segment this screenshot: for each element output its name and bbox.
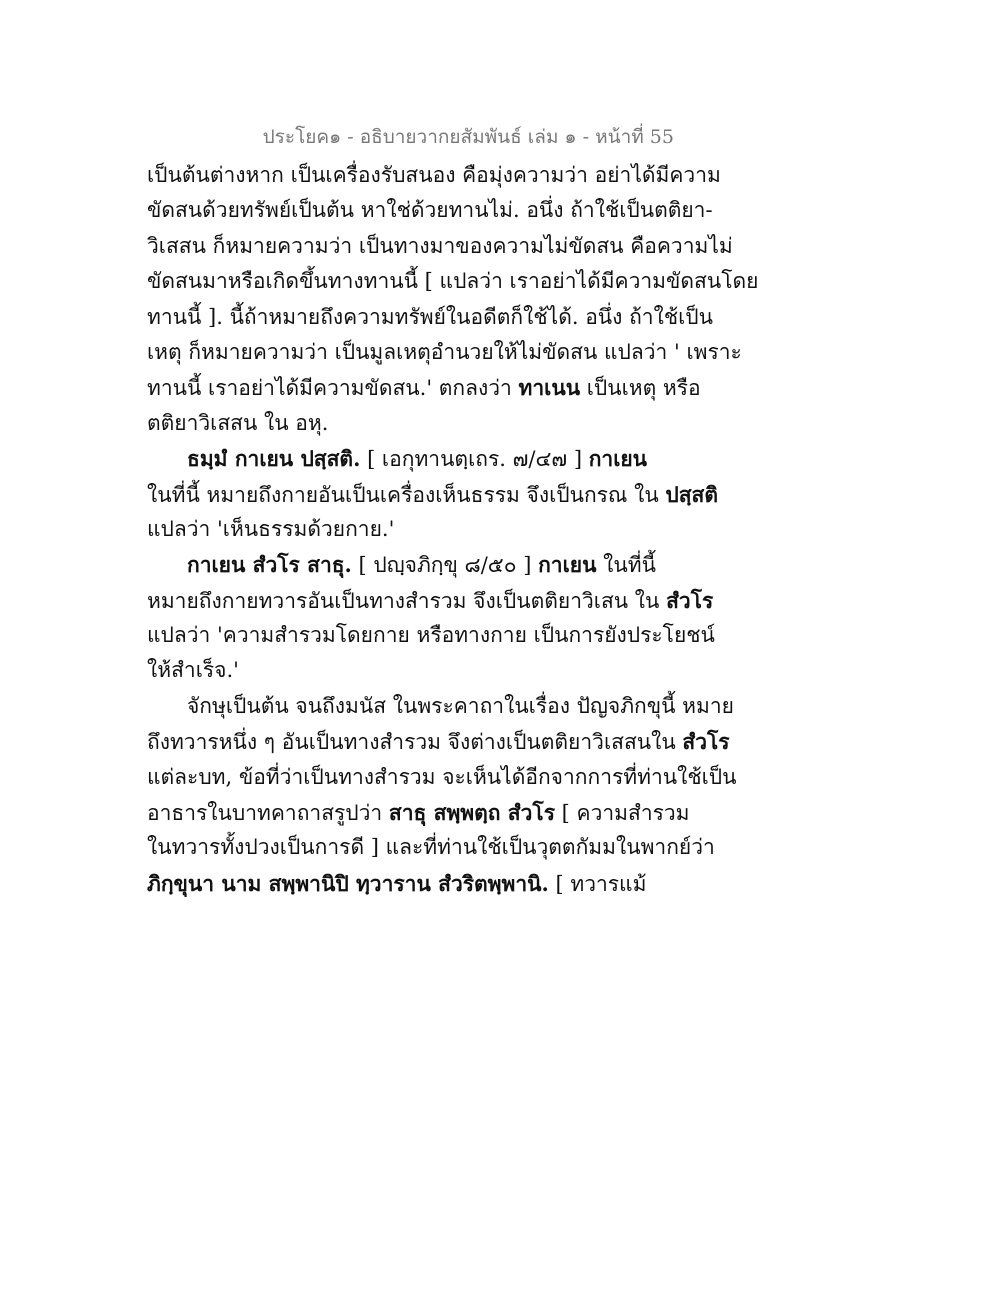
text-run: ถึงทวารหนึ่ง ๆ อันเป็นทางสำรวม จึงต่างเป็นตติยาวิเสสนใน [147,730,683,755]
running-header: ประโยค๑ - อธิบายวากยสัมพันธ์ เล่ม ๑ - หน้าที่ 55 [262,126,674,148]
text-line [147,300,713,335]
text-line [147,724,730,759]
text-line [147,441,687,476]
bold-pali-term: สํวโร [666,587,714,613]
text-line [147,335,742,370]
text-run: อาธารในบาทคาถาสรูปว่า [147,801,389,826]
text-run: เป็นต้นต่างหาก เป็นเครื่องรับสนอง คือมุ่งความว่า อย่าได้มีความ [147,163,721,187]
bold-pali-term: ภิกฺขุนา นาม สพฺพานิปิ ทฺวาราน สํวริตพฺพานิ. [147,870,549,896]
text-run: ขัดสนมาหรือเกิดขึ้นทางทานนี้ [ แปลว่า เราอย่าได้มีความขัดสนโดย [147,269,759,294]
text-run: [ เอกุทานตฺเถร. ๗/๔๗ ] [360,447,589,472]
text-line [147,193,713,228]
text-run: แปลว่า 'ความสำรวมโดยกาย หรือทางกาย เป็นการยังประโยชน์ [147,623,715,648]
text-line [147,866,687,901]
text-line [147,547,687,582]
text-run: ทานนี้ ]. นี้ถ้าหมายถึงความทรัพย์ในอดีตก็ใช้ได้. อนึ่ง ถ้าใช้เป็น [147,304,713,329]
text-line [147,229,733,264]
text-line [147,512,687,547]
text-run: ในที่นี้ หมายถึงกายอันเป็นเครื่องเห็นธรรม จึงเป็นกรณ ใน [147,482,666,507]
text-run: หมายถึงกายทวารอันเป็นทางสำรวม จึงเป็นตติยาวิเสน ใน [147,588,667,613]
text-line [147,264,759,299]
text-run: ให้สำเร็จ.' [147,658,239,683]
text-line [147,618,715,653]
text-run: เป็นเหตุ หรือ [580,376,701,401]
text-run: ตติยาวิเสสน ใน อหุ. [147,410,329,435]
text-line [147,158,721,193]
text-run: ในที่นี้ [596,553,656,578]
text-run: ทานนี้ เราอย่าได้มีความขัดสน.' ตกลงว่า [147,376,519,401]
body-text [147,158,759,901]
text-line [147,477,718,512]
bold-pali-term: กาเยน [538,552,597,578]
text-run: แต่ละบท, ข้อที่ว่าเป็นทางสำรวม จะเห็นได้อีกจากการที่ท่านใช้เป็น [147,764,737,789]
text-run: ขัดสนด้วยทรัพย์เป็นต้น หาใช่ด้วยทานไม่. อนึ่ง ถ้าใช้เป็นตติยา- [147,198,713,223]
text-run: แปลว่า 'เห็นธรรมด้วยกาย.' [147,516,395,541]
text-line [147,689,734,724]
bold-pali-term: สาธุ สพฺพตฺถ สํวโร [388,800,555,826]
text-run: จักษุเป็นต้น จนถึงมนัส ในพระคาถาในเรื่อง ปัญจภิกขุนี้ หมาย [187,693,734,718]
text-run: เหตุ ก็หมายความว่า เป็นมูลเหตุอำนวยให้ไม่ขัดสน แปลว่า ' เพราะ [147,339,742,364]
text-line [147,795,690,830]
text-run: วิเสสน ก็หมายความว่า เป็นทางมาของความไม่ขัดสน คือความไม่ [147,233,733,258]
text-line [147,653,687,688]
bold-pali-term: กาเยน [588,446,648,472]
bold-pali-term: กาเยน สํวโร สาธุ. [187,552,352,578]
text-line [147,760,737,795]
bold-pali-term: สํวโร [682,729,730,755]
text-line [147,406,687,441]
text-run: [ ทวารแม้ [548,871,647,896]
text-run: ในทวารทั้งปวงเป็นการดี ] และที่ท่านใช้เป็นวุตตกัมมในพากย์ว่า [147,835,715,860]
text-line [147,370,701,405]
text-line [147,830,715,865]
text-run: [ ความสำรวม [554,801,690,826]
text-run: [ ปญฺจภิกฺขุ ๘/๕๐ ] [351,553,539,578]
text-line [147,583,714,618]
bold-pali-term: ธมฺมํ กาเยน ปสฺสติ. [187,446,361,472]
bold-pali-term: ปสฺสติ [665,481,718,507]
bold-pali-term: ทาเนน [518,375,581,401]
